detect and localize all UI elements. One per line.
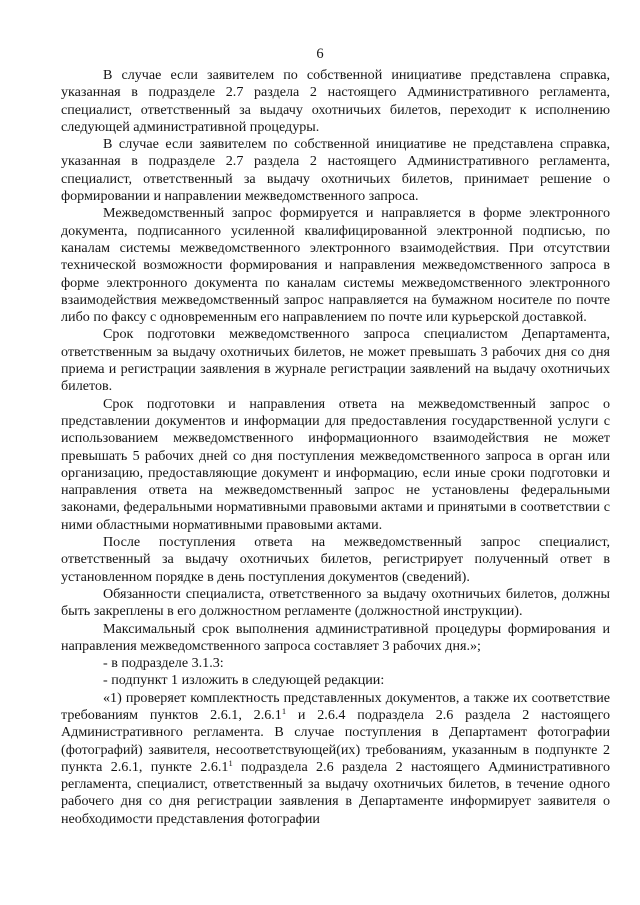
paragraph: В случае если заявителем по собственной инициативе не представлена справка, указанная в подразделе 2.7 раздела 2 настоящего Административного регламента, специалист, ответственный за выдачу охотничьих билетов, принимает решение о формировании и направлении межведомственного запроса. bbox=[61, 136, 610, 205]
paragraph-text: «1) проверяет комплектность представленных документов, а также их соответствие требованиям пунктов 2.6.1, 2.6.1 bbox=[61, 689, 610, 723]
page-number: 6 bbox=[316, 46, 324, 62]
paragraph: - подпункт 1 изложить в следующей редакции: bbox=[103, 672, 385, 689]
paragraph: После поступления ответа на межведомственный запрос специалист, ответственный за выдачу охотничьих билетов, регистрирует полученный ответ в установленном порядке в день поступления документов (сведений). bbox=[61, 534, 610, 585]
paragraph-text: подраздела 2.6 раздела 2 настоящего Административного регламента, специалист, ответственный за выдачу охотничьих билетов, в течение одного рабочего дня со дня регистрации заявления в Департаменте информирует заявителя о необходимости представления фотографии bbox=[61, 758, 611, 827]
paragraph: Межведомственный запрос формируется и направляется в форме электронного документа, подписанного усиленной квалифицированной электронной подписью, по каналам системы межведомственного электронного взаимодействия. При отсутствии технической возможности формирования и направления межведомственного запроса в форме электронного документа по каналам системы межведомственного электронного взаимодействия межведомственный запрос направляется на бумажном носителе по почте либо по факсу с одновременным его направлением по почте или курьерской доставкой. bbox=[61, 205, 610, 326]
paragraph-text: и 2.6.4 подраздела 2.6 раздела 2 настоящего Административного регламента. В случае поступления в Департамент фотографии (фотографий) заявителя, несоответствующей(их) требованиям, указанным в подпункте 2 пункта 2.6.1, пункте 2.6.1 bbox=[61, 706, 610, 775]
document-body bbox=[61, 67, 610, 828]
paragraph: Максимальный срок выполнения административной процедуры формирования и направления межведомственного запроса составляет 3 рабочих дня.»; bbox=[61, 620, 610, 654]
paragraph: Срок подготовки и направления ответа на межведомственный запрос о представлении документов и информации для предоставления государственной услуги с использованием межведомственного информационного взаимодействия не может превышать 5 рабочих дней со дня поступления межведомственного запроса в орган или организацию, предоставляющие документ и информацию, если иные сроки подготовки и направления ответа на межведомственный запрос не установлены федеральными законами, федеральными нормативными правовыми актами и принятыми в соответствии с ними областными нормативными правовыми актами. bbox=[61, 395, 610, 533]
paragraph: В случае если заявителем по собственной инициативе представлена справка, указанная в подразделе 2.7 раздела 2 настоящего Административного регламента, специалист, ответственный за выдачу охотничьих билетов, переходит к исполнению следующей административной процедуры. bbox=[61, 67, 610, 135]
paragraph-subitem-1 bbox=[61, 690, 610, 828]
superscript: 1 bbox=[228, 757, 233, 768]
superscript: 1 bbox=[281, 705, 287, 716]
paragraph: - в подразделе 3.1.3: bbox=[103, 655, 224, 672]
paragraph: Обязанности специалиста, ответственного за выдачу охотничьих билетов, должны быть закреплены в его должностном регламенте (должностной инструкции). bbox=[61, 585, 610, 620]
paragraph: Срок подготовки межведомственного запроса специалистом Департамента, ответственным за выдачу охотничьих билетов, не может превышать 3 рабочих дня со дня приема и регистрации заявления в журнале регистрации заявлений на выдачу охотничьих билетов. bbox=[61, 326, 610, 395]
